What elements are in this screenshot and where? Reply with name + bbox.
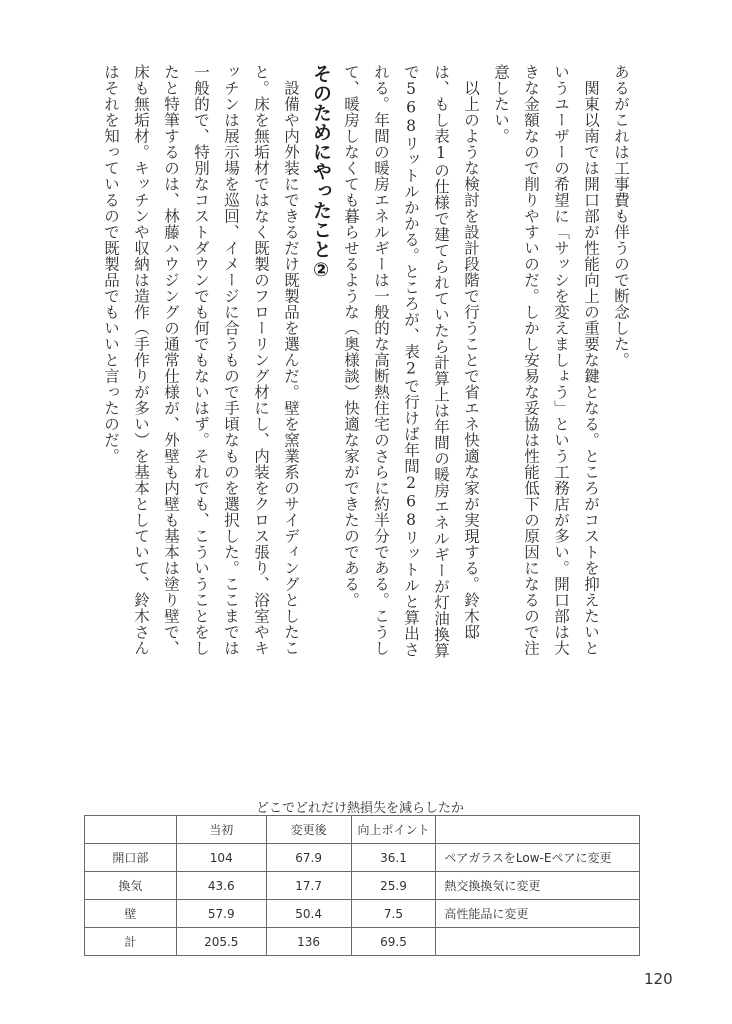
value-after: 17.7 xyxy=(266,872,351,900)
value-gain: 25.9 xyxy=(351,872,436,900)
row-note: 高性能品に変更 xyxy=(436,900,640,928)
row-label: 壁 xyxy=(85,900,177,928)
table-header-cell xyxy=(85,816,177,844)
table-header-cell: 当初 xyxy=(176,816,266,844)
paragraph-1: あるがこれは工事費も伴うので断念した。 xyxy=(612,64,630,368)
table-caption: どこでどれだけ熱損失を減らしたか xyxy=(255,801,464,816)
value-gain: 7.5 xyxy=(351,900,436,928)
row-label: 換気 xyxy=(85,872,177,900)
row-note: ペアガラスをLow-Eペアに変更 xyxy=(436,844,640,872)
value-before: 205.5 xyxy=(176,928,266,956)
value-before: 43.6 xyxy=(176,872,266,900)
row-label: 計 xyxy=(85,928,177,956)
table-header-cell: 向上ポイント xyxy=(351,816,436,844)
heat-loss-table xyxy=(84,815,640,956)
value-gain: 36.1 xyxy=(351,844,436,872)
table-row xyxy=(85,900,640,928)
table-row-total xyxy=(85,928,640,956)
table-header-cell: 変更後 xyxy=(266,816,351,844)
value-before: 104 xyxy=(176,844,266,872)
vertical-body-text xyxy=(96,64,636,664)
page-number: 120 xyxy=(644,970,673,988)
section-heading: そのためにやったこと② xyxy=(310,64,332,282)
value-after: 50.4 xyxy=(266,900,351,928)
value-gain: 69.5 xyxy=(351,928,436,956)
table-header-row xyxy=(85,816,640,844)
row-note xyxy=(436,928,640,956)
value-after: 136 xyxy=(266,928,351,956)
value-before: 57.9 xyxy=(176,900,266,928)
table-header-cell xyxy=(436,816,640,844)
paragraph-4: 設備や内外装にできるだけ既製品を選んだ。壁を窯業系のサイディングとしたこと。床を無垢材ではなく既製のフローリング材にし、内装をクロス張り、浴室やキッチンは展示場を巡回、イメージに合うもので手頃なものを選択した。ここまでは一般的で、特別なコストダウンでも何でもないはず。それでも、こういうことをしたと特筆するのは、林藤ハウジングの通常仕様が、外壁も内壁も基本は塗り壁で、床も無垢材。キッチンや収納は造作（手作りが多い）を基本としていて、鈴木さんはそれを知っているので既製品でもいいと言ったのだ。 xyxy=(102,64,300,656)
paragraph-3: 以上のような検討を設計段階で行うことで省エネ快適な家が実現する。鈴木邸は、もし表1の仕様で建てられていたら計算上は年間の暖房エネルギーが灯油換算で568リットルかかる。ところが、表2で行けば年間268リットルと算出される。年間の暖房エネルギーは一般的な高断熱住宅のさらに約半分である。こうして、暖房しなくても暮らせるような（奥様談）快適な家ができたのである。 xyxy=(342,64,480,659)
row-label: 開口部 xyxy=(85,844,177,872)
value-after: 67.9 xyxy=(266,844,351,872)
paragraph-2: 関東以南では開口部が性能向上の重要な鍵となる。ところがコストを抑えたいというユーザーの希望に「サッシを変えましょう」という工務店が多い。開口部は大きな金額なので削りやすいのだ。しかし安易な妥協は性能低下の原因になるので注意したい。 xyxy=(492,64,600,656)
row-note: 熱交換換気に変更 xyxy=(436,872,640,900)
table-row xyxy=(85,844,640,872)
table-row xyxy=(85,872,640,900)
